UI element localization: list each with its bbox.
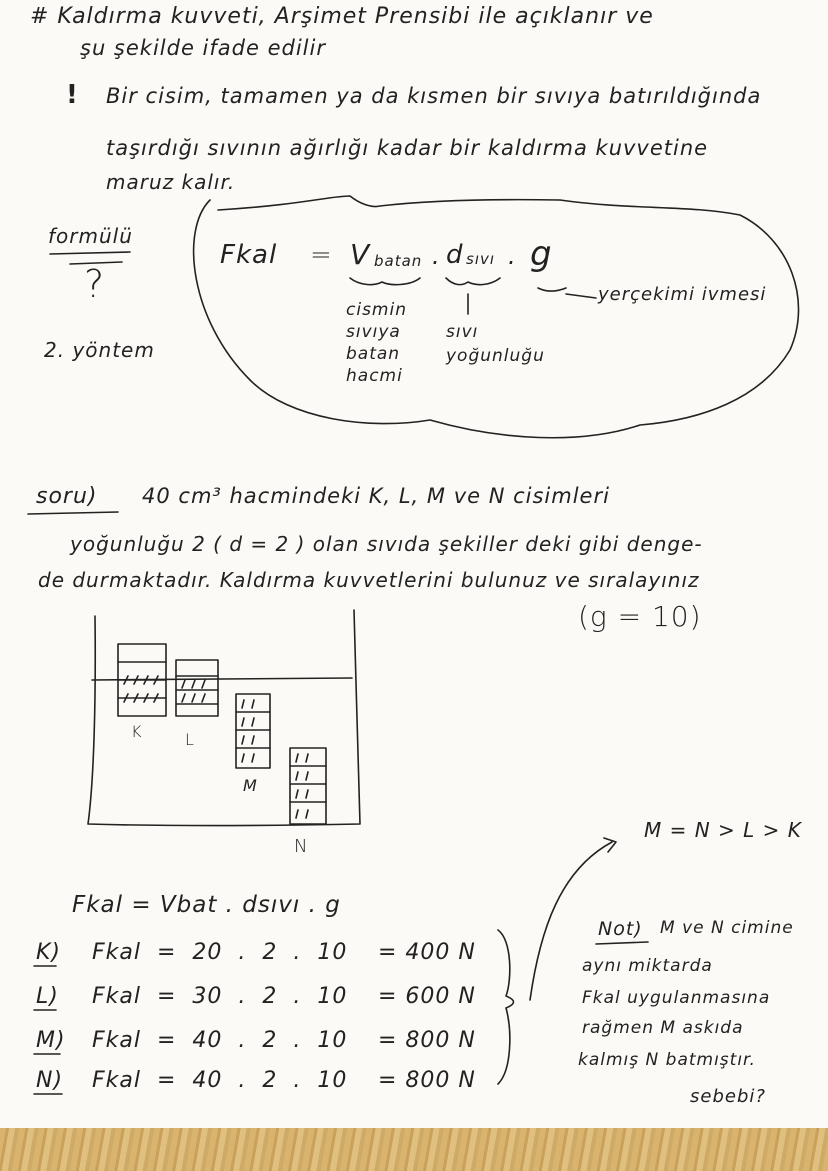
formula-side-mark-bar [70, 262, 122, 264]
formula-lhs: Fkal [220, 240, 278, 270]
tank [88, 610, 360, 826]
question-label: soru) [36, 484, 98, 509]
ranking: M = N > L > K [644, 818, 802, 842]
formula-d-label-2: yoğunluğu [446, 346, 545, 366]
question-underline [28, 512, 118, 514]
solution-row-k-expr: Fkal = 20 . 2 . 10 [92, 940, 348, 965]
formula-v: V [350, 238, 371, 271]
solution-row-l-expr: Fkal = 30 . 2 . 10 [92, 984, 348, 1009]
note-title: Not) [598, 918, 643, 940]
formula-dot-2: . [508, 242, 517, 270]
diagram-label-m: M [243, 776, 258, 795]
note-line-6: sebebi? [690, 1086, 766, 1107]
g-arrow-line [566, 294, 596, 298]
question-line-2: yoğunluğu 2 ( d = 2 ) olan sıvıda şekiller deki gibi denge- [70, 532, 703, 556]
principle-line-3: maruz kalır. [106, 170, 236, 194]
formula-v-label-4: hacmi [346, 366, 403, 386]
note-line-3: Fkal uygulanmasına [582, 988, 771, 1008]
formula-side-mark: ? [84, 262, 106, 306]
solution-row-n-expr: Fkal = 40 . 2 . 10 [92, 1068, 348, 1093]
solution-brace [498, 930, 514, 1084]
formula-d-label-1: sıvı [446, 322, 479, 342]
formula-side-underline [50, 252, 130, 254]
formula-v-label-2: sıvıya [346, 322, 401, 342]
principle-line-2: taşırdığı sıvının ağırlığı kadar bir kaldırma kuvvetine [106, 136, 709, 160]
wood-background [0, 1128, 828, 1171]
note-line-5: kalmış N batmıştır. [578, 1050, 756, 1070]
g-underline [538, 288, 566, 291]
question-line-3: de durmaktadır. Kaldırma kuvvetlerini bulunuz ve sıralayınız [38, 568, 700, 592]
question-line-1: 40 cm³ hacmindeki K, L, M ve N cisimleri [142, 484, 610, 508]
formula-equals: = [310, 240, 333, 270]
solution-row-l-result: = 600 N [378, 984, 476, 1009]
v-brace [350, 278, 420, 285]
formula-v-sub: batan [374, 252, 423, 270]
formula-side-note: 2. yöntem [44, 338, 155, 362]
d-brace [446, 278, 500, 285]
solution-row-n-result: = 800 N [378, 1068, 476, 1093]
note-underline [596, 942, 648, 944]
note-line-2: aynı miktarda [582, 956, 713, 976]
formula-dot: . [432, 242, 441, 270]
diagram-label-l: L [185, 730, 195, 749]
note-line-4: rağmen M askıda [582, 1018, 744, 1038]
solution-row-k-result: = 400 N [378, 940, 476, 965]
principle-line-1: Bir cisim, tamamen ya da kısmen bir sıvıya batırıldığında [106, 84, 762, 108]
question-g-given: (g = 10) [578, 600, 702, 633]
formula-g-label: yerçekimi ivmesi [598, 284, 767, 305]
solution-row-m-expr: Fkal = 40 . 2 . 10 [92, 1028, 348, 1053]
formula-v-label-3: batan [346, 344, 401, 364]
diagram-label-k: K [131, 722, 143, 741]
formula-side-label: formülü [48, 224, 133, 248]
solution-row-m-label: M) [36, 1028, 66, 1053]
formula-d: d [446, 240, 464, 270]
solution-header: Fkal = Vbat . dsıvı . g [72, 892, 341, 918]
formula-d-sub: sıvı [466, 250, 496, 268]
diagram-label-n: N [294, 836, 309, 857]
intro-line-1: # Kaldırma kuvveti, Arşimet Prensibi ile açıklanır ve [30, 4, 654, 29]
formula-cloud [194, 200, 799, 438]
solution-row-m-result: = 800 N [378, 1028, 476, 1053]
brace-line [218, 196, 560, 210]
formula-g: g [530, 234, 553, 274]
principle-mark: ! [66, 80, 79, 110]
solution-row-k-label: K) [36, 940, 62, 965]
solution-row-l-label: L) [36, 984, 59, 1009]
solution-row-n-label: N) [36, 1068, 64, 1093]
formula-v-label-1: cismin [346, 300, 407, 320]
ranking-curve [530, 842, 612, 1000]
note-line-1: M ve N cimine [660, 918, 794, 938]
intro-line-2: şu şekilde ifade edilir [80, 36, 326, 60]
